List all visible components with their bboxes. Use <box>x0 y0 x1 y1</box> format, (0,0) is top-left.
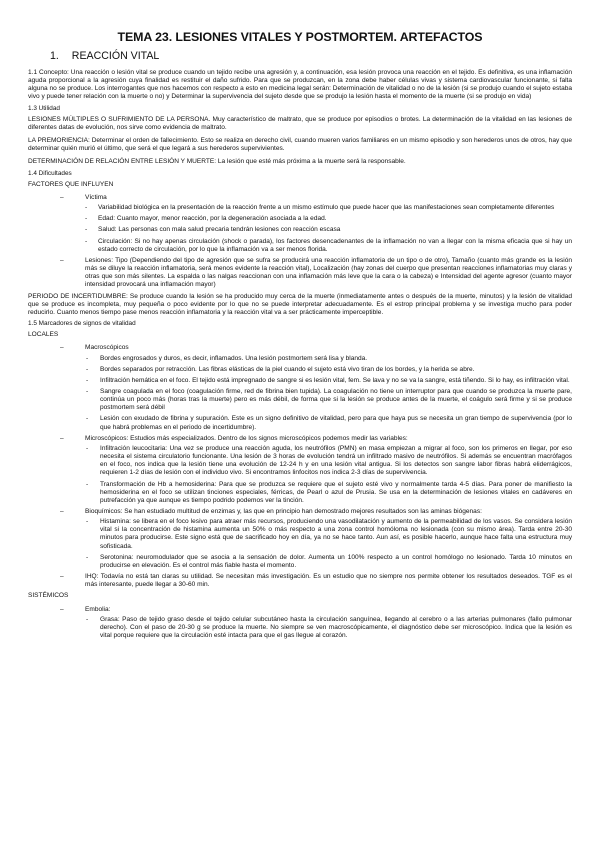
locales-list <box>28 344 572 589</box>
list-item: - Bordes engrosados y duros, es decir, inflamados. Una lesión postmortem será lisa y blanda. <box>85 355 572 363</box>
section-label: REACCIÓN VITAL <box>71 50 160 62</box>
list-item: - Transformación de Hb a hemosiderina: Para que se produzca se requiere que el sujeto esté vivo y normalmente tarda 4-5 días. Para poner de manifiesto la hemosiderina en el foco se utilizan tinciones especiales, férricas, de Pearl o azul de Prusia. Se usa en la determinación de lesiones vitales en cadáveres en putrefacción ya que aunque es tiempo podrido podemos ver la tinción. <box>85 481 572 505</box>
list-item: - Infiltración hemática en el foco. El tejido está impregnado de sangre si es lesión vital, fem. Se lava y no se va la sangre, está tiñendo. Si lo hay, es infiltración vital. <box>85 377 572 385</box>
list-item: - Sangre coagulada en el foco (coagulación firme, red de fibrina bien tupida). La coagulación no tiene un interruptor para que cuando se produzca la muerte pare, continúa un poco más (horas tras la muerte) pero es más débil, de forma que si la lesión se produce antes de la muerte, el coágulo será firme y si se produce postmortem será débil <box>85 388 572 412</box>
list-item-victima <box>28 194 572 254</box>
subheading-utilidad: 1.3 Utilidad <box>28 104 60 112</box>
victima-label: Víctima <box>85 193 107 201</box>
paragraph-periodo-incertidumbre: PERIODO DE INCERTIDUMBRE: Se produce cuando la lesión se ha producido muy cerca de la muerte (inmediatamente antes o después de la muerte, minutos) y la lesión de vitalidad que se produce es incompleta, muy pequeña o poco evidente por lo que no se puede interpretar adecuadamente. Es el estrop principal problema y se investiga mucho para poder reducirlo. Cuanto menos tiempo pase menos reacción inflamatoria y la reacción vital va a ser prácticamente imperceptible. <box>28 292 572 316</box>
paragraph-relacion-lesion-muerte: DETERMINACIÓN DE RELACIÓN ENTRE LESIÓN Y MUERTE: La lesión que esté más próxima a la muerte será la responsable. <box>28 158 406 166</box>
list-item-ihq: – IHQ: Todavía no está tan claras su utilidad. Se necesitan más investigación. Es un estudio que no siempre nos permite obtener los resultados deseados. TGF es el más interesante, puede llegar a 30-60 min. <box>28 573 572 589</box>
factores-list <box>28 194 572 290</box>
embolia-label: Embolia: <box>85 605 111 613</box>
list-item: - Salud: Las personas con mala salud precaria tendrán lesiones con reacción escasa <box>85 226 572 234</box>
microscopicos-sublist <box>85 445 572 505</box>
subheading-marcadores: 1.5 Marcadores de signos de vitalidad <box>28 320 136 327</box>
list-item: - Infiltración leucocitaria: Una vez se produce una reacción aguda, los neutrófilos (PMN) en masa empiezan a migrar al foco, son los primeros en llegar, por eso necesita el sistema circulatorio funcionante. Una lesión de 3 horas de evolución tendrá un infiltrado masivo de neutrófilos. Si además se encuentran macrófagos en el foco, nos indica que la lesión tiene una evolución de 12-24 h y en una lesión vital antigua. Si los detectos son sangre labor fibras habrá eliderrágicos, requieren 1-2 días de lesión con el individuo vivo. Si encontramos linfocitos nos indica 2-3 días de supervivencia. <box>85 445 572 478</box>
subheading-dificultades: 1.4 Dificultades <box>28 169 72 177</box>
macroscopicos-sublist <box>85 355 572 432</box>
list-item-microscopicos <box>28 435 572 505</box>
heading-factores-influyen: FACTORES QUE INFLUYEN <box>28 180 114 188</box>
section-heading-reaccion-vital <box>50 50 572 62</box>
list-item: - Grasa: Paso de tejido graso desde el tejido celular subcutáneo hasta la circulación sanguínea, llegando al cerebro o a las arterias pulmonares (fallo pulmonar derecho). Con el paso de 20-30 g se produce la muerte. No siempre se ven macroscópicamente, el diagnóstico debe ser microscópico. Indica que la lesión es vital porque requiere que la circulación esté intacta para que el gas llegue al corazón. <box>85 616 572 640</box>
list-item: - Variabilidad biológica en la presentación de la reacción frente a un mismo estímulo que puede hacer que las manifestaciones sean completamente diferentes <box>85 204 572 212</box>
list-item: - Circulación: Si no hay apenas circulación (shock o parada), los factores desencadenantes de la inflamación no van a llegar con la misma eficacia que si hay un estado correcto de circulación, por lo que la inflamación va a ser menos florida. <box>85 238 572 254</box>
list-item-embolia <box>28 606 572 641</box>
heading-locales: LOCALES <box>28 331 59 339</box>
paragraph-concepto: 1.1 Concepto: Una reacción o lesión vital se produce cuando un tejido recibe una agresión y, a continuación, esa lesión provoca una reacción en el tejido. Es definitiva, es una inflamación aguda proporcional a la agresión cuya finalidad es restituir el daño sufrido. Para que se produzcan, en la zona debe haber células vivas y sistema cardiovascular funcionante, si falta alguna no se produce. Los interrogantes que nos hacemos con respecto a esto en medicina legal serán: Determinación de vitalidad o no de la lesión (si se produjo cuando el sujeto estaba vivo y puede tener relación con la muerte o no) y Determinar la supervivencia del sujeto desde que se produjo la lesión hasta el momento de la muerte (si se produjo en vida) <box>28 69 572 101</box>
list-item: - Histamina: se libera en el foco lesivo para atraer más recursos, produciendo una vasodilatación y aumento de la permeabilidad de los vasos. Se considera lesión vital si la concentración de histamina aumenta un 50% o más respecto a una zona control homóloma no lesionada (con su mismo área). Tarda entre 20-30 minutos para producirse. Este signo está que de sacrificado hoy en día, ya no se hace tanto. Aun así, es posible hacerlo, aunque hace falta una estructura muy sofisticada. <box>85 518 572 551</box>
bioquimicos-sublist <box>85 518 572 570</box>
embolia-sublist <box>85 616 572 640</box>
list-item: - Serotonina: neuromodulador que se asocia a la sensación de dolor. Aumenta un 100% respecto a un control homólogo no lesionado. Tarda 10 minutos en producirse en elevación. Es el control más fiable hasta el momento. <box>85 554 572 570</box>
list-item-lesiones: – Lesiones: Tipo (Dependiendo del tipo de agresión que se sufra se producirá una reacción inflamatoria de un tipo o de otro), Tamaño (cuanto más grande es la lesión más se diluye la reacción inflamatoria, será menos evidente la reacción vital), Localización (hay zonas del cuerpo que presentan reacciones inflamatorias muy claras y otras que son más silentes. La espalda o las nalgas reaccionan con una inflamación más leve que la cara o la cabeza) e Intensidad del agente agresor (cuanto mayor intensidad provocará una inflamación mayor) <box>28 257 572 290</box>
list-item-macroscopicos <box>28 344 572 431</box>
paragraph-lesiones-multiples: LESIONES MÚLTIPLES O SUFRIMIENTO DE LA PERSONA. Muy característico de maltrato, que se produce por episodios o brotes. La determinación de la vitalidad en las lesiones de diferentes datas de evolución, nos sirve como evidencia de maltrato. <box>28 115 572 131</box>
document-title: TEMA 23. LESIONES VITALES Y POSTMORTEM. ARTEFACTOS <box>117 30 483 44</box>
list-item: - Lesión con exudado de fibrina y supuración. Este es un signo definitivo de vitalidad, pero para que haya pus se necesita un gran tiempo de supervivencia (por lo que habrá problemas en el periodo de incertidumbre). <box>85 415 572 431</box>
paragraph-premoriencia: LA PREMORIENCIA: Determinar el orden de fallecimiento. Esto se realiza en derecho civil, cuando mueren varios familiares en un mismo episodio y son herederos unos de otros, hay que determinar quién murió el último, que será el que legará a sus herederos supervivientes. <box>28 137 572 153</box>
list-item: - Edad: Cuanto mayor, menor reacción, por la degeneración asociada a la edad. <box>85 215 572 223</box>
section-number: 1. <box>50 50 59 62</box>
list-item: - Bordes separados por retracción. Las fibras elásticas de la piel cuando el sujeto está vivo tiran de los bordes, y la herida se abre. <box>85 366 572 374</box>
heading-sistemicos: SISTÉMICOS <box>28 592 69 600</box>
microscopicos-label: Microscópicos: Estudios más especializados. Dentro de los signos microscópicos podemos medir las variables: <box>85 434 408 442</box>
list-item-bioquimicos <box>28 508 572 570</box>
victima-sublist <box>85 204 572 254</box>
macroscopicos-label: Macroscópicos <box>85 344 129 352</box>
sistemicos-list <box>28 606 572 641</box>
bioquimicos-label: Bioquímicos: Se han estudiado multitud de enzimas y, las que en principio han demostrado mejores resultados son las aminas biógenas: <box>85 508 482 516</box>
